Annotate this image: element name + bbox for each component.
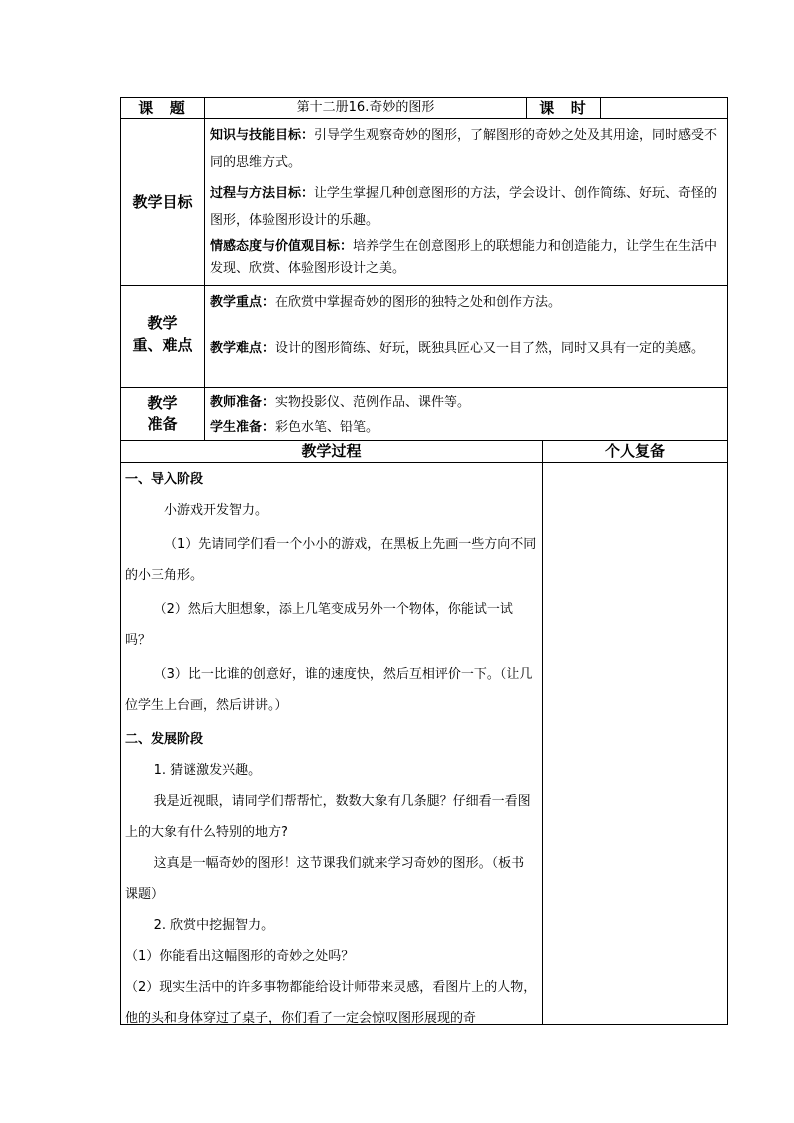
student-prep-text: 彩色水笔、铅笔。 (275, 420, 380, 435)
stage2-q2: （2）现实生活中的许多事物都能给设计师带来灵感，看图片上的人物，他的头和身体穿过了桌子，你们看了一定会惊叹图形展现的奇 (125, 980, 537, 1026)
teacher-prep-heading: 教师准备： (210, 395, 276, 410)
preparation-content (210, 390, 722, 440)
student-prep (210, 415, 722, 440)
stage1-intro: 小游戏开发智力。 (164, 503, 269, 518)
stage2-para2: 这真是一幅奇妙的图形！这节课我们就来学习奇妙的图形。（板书课题） (125, 856, 525, 902)
preparation-label-line2: 准备 (147, 415, 178, 433)
stage1-title: 一、导入阶段 (125, 472, 204, 487)
subject-label: 课 题 (138, 99, 187, 117)
rule-header-bottom (120, 118, 728, 119)
keypoints-label-line1: 教学 (147, 314, 178, 332)
objective-heading: 过程与方法目标： (210, 186, 315, 201)
rule-keypoints-bottom (120, 387, 728, 388)
objective-heading: 情感态度与价值观目标： (210, 239, 354, 254)
preparation-label (121, 393, 204, 435)
stage1-step1: （1）先请同学们看一个小小的游戏，在黑板上先画一些方向不同的小三角形。 (125, 537, 537, 583)
focus-text: 在欣赏中掌握奇妙的图形的独特之处和创作方法。 (275, 295, 562, 310)
stage2-para1: 我是近视眼，请同学们帮帮忙，数数大象有几条腿？仔细看一看图上的大象有什么特别的地方? (125, 794, 531, 840)
rule-label-column (204, 97, 205, 441)
preparation-label-line1: 教学 (147, 394, 178, 412)
objective-heading: 知识与技能目标： (210, 128, 315, 143)
keypoints-label (121, 312, 204, 356)
rule-objectives-bottom (120, 285, 728, 286)
objectives-label: 教学目标 (132, 193, 193, 211)
student-prep-heading: 学生准备： (210, 420, 276, 435)
objective-text: 让学生掌握几种创意图形的方法，学会设计、创作简练、好玩、奇怪的图形，体验图形设计的乐趣。 (210, 186, 718, 228)
subject-value: 第十二册16.奇妙的图形 (296, 100, 435, 115)
difficulty-heading: 教学难点： (210, 341, 276, 356)
teacher-prep (210, 390, 722, 415)
focus-heading: 教学重点： (210, 295, 276, 310)
period-label: 课 时 (539, 99, 588, 117)
stage2-q1: （1）你能看出这幅图形的奇妙之处吗？ (125, 949, 355, 964)
difficulty-text: 设计的图形简练、好玩，既独具匠心又一目了然，同时又具有一定的美感。 (275, 341, 705, 356)
stage1-step2: （2）然后大胆想象，添上几笔变成另外一个物体，你能试一试吗？ (125, 602, 513, 648)
objective-text: 培养学生在创意图形上的联想能力和创造能力，让学生在生活中发现、欣赏、体验图形设计之美。 (210, 239, 718, 276)
personal-prep-area (543, 463, 727, 1024)
process-content (125, 466, 537, 1034)
stage2-sub2: 2. 欣赏中挖掘智力。 (153, 918, 275, 933)
objective-knowledge (210, 122, 722, 176)
teacher-prep-text: 实物投影仪、范例作品、课件等。 (275, 395, 471, 410)
personal-prep-header: 个人复备 (604, 442, 665, 460)
keypoints-content (210, 290, 722, 362)
teaching-focus (210, 290, 722, 316)
objective-text: 引导学生观察奇妙的图形，了解图形的奇妙之处及其用途，同时感受不同的思维方式。 (210, 128, 718, 170)
stage2-title: 二、发展阶段 (125, 732, 204, 747)
keypoints-label-line2: 重、难点 (132, 336, 193, 354)
process-header: 教学过程 (301, 442, 362, 460)
teaching-difficulty (210, 336, 722, 362)
rule-right (727, 97, 728, 1025)
objective-emotion (210, 236, 722, 280)
objectives-content (210, 122, 722, 280)
objective-process (210, 180, 722, 234)
period-value (601, 98, 727, 118)
stage1-step3: （3）比一比谁的创意好，谁的速度快，然后互相评价一下。（让几位学生上台画，然后讲讲。） (125, 667, 533, 713)
stage2-sub1: 1. 猜谜激发兴趣。 (153, 763, 262, 778)
